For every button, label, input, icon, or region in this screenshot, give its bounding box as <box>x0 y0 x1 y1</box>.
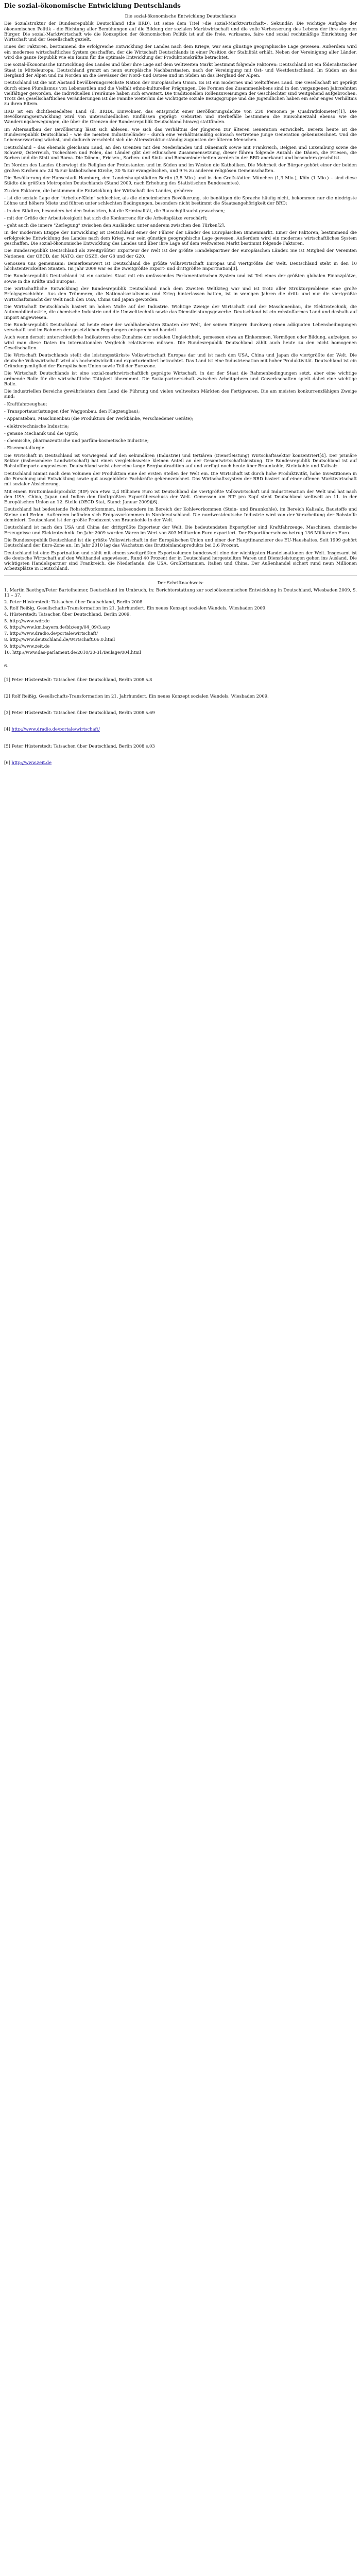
body-section-a <box>4 21 357 185</box>
paragraph: Mit einem Bruttoinlandsprodukt (BIP) von etwa 2,4 Billionen Euro ist Deutschland die viertgrößte Volkswirtschaft und Industrienation der Welt und hat nach den USA, China, Japan und Indien den fünftgrößten Exportüberschuss der Welt. Gemessen am BIP pro Kopf steht Deutschland weltweit an 11. in der Europäischen Union an 12. Stelle (OECD Stat, Stand: Januar 2009)[6]. <box>4 488 357 505</box>
paragraph: Die Bundesrepublik Deutschland ist ein soziales Staat mit ein umfassendes Parlamentarischen System und ist Teil eines der größten globalen Finanzplätze, sowie in die Kräfte und Europas. <box>4 273 357 284</box>
page-marker: 6. <box>4 663 8 669</box>
footnote-item: 5. http://www.wdr.de <box>4 618 50 623</box>
industry-list <box>4 401 357 451</box>
section-heading: Die sozial-ökonomische Entwicklung Deutschlands <box>125 13 236 19</box>
footnote-item: 2. Peter Hüsterstedt: Tatsachen über Deutschland, Berlin 2008 <box>4 599 143 604</box>
paragraph: Deutschland ist nach den USA und China der drittgrößte Exporteur der Welt. Die bedeutendsten Exportgüter sind Kraftfahrzeuge, Maschinen, chemische Erzeugnisse und Elektrotechnik. Im Jahr 2009 wurden Waren im Wert von 803 Milliarden Euro exportiert. Der Exportüberschuss betrug 136 Milliarden Euro. <box>4 524 357 535</box>
separator <box>4 575 357 576</box>
footnotes-list <box>4 587 357 655</box>
document-title: Die sozial-ökonomische Entwicklung Deutschlands <box>4 2 181 9</box>
reference-item <box>4 726 357 732</box>
list-item: - Transportausrüstungen (der Waggonbau, den Flugzeugbau); <box>4 409 140 414</box>
paragraph: Die sozial-ökonomische Entwicklung des Landes und über ihre Lage auf dem weltweiten Markt bestimmt folgende Faktoren: Deutschland ist ein föderalistischer Staat in Mitteleuropa. Deutschland grenzt an neun europäische Nachbarstaaten, nach der Vereinigung mit Ost- und Westdeutschland. Im Süden an das Bergland der Alpen und im Norden an die Gewässer der Nord- und Ostsee und im Süden an das Bergland der Alpen. <box>4 62 357 78</box>
paragraph: Auch wenn derzeit unterschiedliche Indikatoren eine Zunahme der sozialen Ungleichheit, gemessen etwa an Einkommen, Vermögen oder Bildung, aufzeigen, so wird man diese Daten im internationalen Vergleich relativieren müssen. Die Bundesrepublik Deutschland zählt auch heute zu den nicht homogenen Gesellschaften. <box>4 334 357 351</box>
footnote-item: 1. Martin Baethge/Peter Bartelheimer, Deutschland im Umbruch, in: Berichterstattung zur sozioökonomischen Entwicklung in Deutschland, Wiesbaden 2009, S. 11 – 37. <box>4 587 357 598</box>
list-item: - Eisenmetallurgie. <box>4 445 46 451</box>
list-item: - in den Städten, besonders bei den Industrien, hat die Kriminalität, die Rauschgiftsucht gewachsen; <box>4 208 225 213</box>
paragraph: Die industriellen Bereiche gewährleisten dem Land die Führung und vielen weltweiten Märkten des Fertigwaren. Die am meisten konkurrenzfähigen Zweige sind: <box>4 388 357 399</box>
reference-text: Peter Hüsterstedt: Tatsachen über Deutschland, Berlin 2008 s.69 <box>11 710 155 716</box>
reference-number[interactable]: [5] <box>4 743 10 749</box>
paragraph: Die Bevölkerung der Hansestadt Hamburg, den Landeshauptstädten Berlin (3,5 Mio.) und in den Großstädten München (1,3 Mio.), Köln (1 Mio.) – sind diese Städte die größten Metropolen Deutschlands (Stand 2009, nach Erhebung des Statistischen Bundesamtes). <box>4 175 357 186</box>
reference-link[interactable]: http://www.zeit.de <box>11 760 52 766</box>
paragraph: Die Sozialstruktur der Bundesrepublik Deutschland (die BRD), ist seine dem Titel »die sozial-Marktwirtschaft«. Sekundär: Die wichtige Aufgabe der ökonomischen Politik – die Richtung aller Bemühungen auf die Bildung der sozialen Marktwirtschaft und die volle Verbesserung des Lebens der ihre eigenen Bürger. Die sozial-Marktwirtschaft wie die Konzeption der ökonomischen Politik ist auf die freie, wirksame, faire und sozial rechtmäßige Einrichtung der Wirtschaft und der Gesellschaft gezielt. <box>4 21 357 42</box>
social-factors-list <box>4 195 357 228</box>
paragraph: Die Wirtschaft Deutschlands stellt die leistungsstärkste Volkswirtschaft Europas dar und ist nach den USA, China und Japan die viertgrößte der Welt. Die deutsche Volkswirtschaft wird als hochentwickelt und exportorientiert betrachtet. Das Land ist eine Industrienation mit hoher Produktivität. Deutschland ist ein Gründungsmitglied der Europäischen Union sowie Teil der Eurozone. <box>4 352 357 368</box>
footnote-item: 10. http://www.das-parlament.de/2010/30-31/Beilage/004.html <box>4 649 141 655</box>
list-item: - geht auch die innere "Zerlegung" zwischen den Ausländer, unter anderem zwischen den Türken[2]. <box>4 223 225 228</box>
reference-number[interactable]: [2] <box>4 693 10 699</box>
reference-text: Peter Hüsterstedt: Tatsachen über Deutschland, Berlin 2008 s.03 <box>11 743 155 749</box>
paragraph: Deutschland – das ehemals gleichsam Land, an den Grenzen mit den Niederlanden und Dänemark sowie mit Frankreich, Belgien und Luxemburg sowie die Schweiz, Österreich, Tschechien und Polen, das Länder gibt der ethnischen Zusammensetzung, dieser führen folgende Anzahl: die Dänen, die Friesen, die Sorben und die Sinti und Roma. Die Dänen-, Friesen-, Sorben- und Sinti- und Romaminderheiten werden in der BRD anerkannt und besonders geschützt. <box>4 144 357 161</box>
paragraph: Deutschland nimmt nach dem Volumen der Produktion eine der ersten Stellen der Welt ein. Die Wirtschaft ist durch hohe Produktivität, hohe Investitionen in die Forschung und Entwicklung sowie gut ausgebildete Fachkräfte gekennzeichnet. Das Wirtschaftssystem der BRD basiert auf einer offenen Marktwirtschaft mit sozialer Absicherung. <box>4 470 357 487</box>
paragraph: Die Bundesrepublik Deutschland als zweitgrößter Exporteur der Welt ist der größte Handelspartner der europäischen Länder. Sie ist Mitglied der Vereinten Nationen, der OECD, der NATO, der OSZE, der G8 und der G20. <box>4 248 357 259</box>
paragraph: Deutschland ist eine Exportnation und zählt mit einem zweitgrößten Exportvolumen bundesweit eine der wichtigsten Handelsnationen der Welt. Insgesamt ist die deutsche Wirtschaft auf den Welthandel angewiesen. Rund 40 Prozent der in Deutschland hergestellten Waren und Dienstleistungen gehen ins Ausland. Die wichtigsten Handelspartner sind Frankreich, die Niederlande, die USA, Großbritannien, Italien und China. Der Außenhandel sichert rund neun Millionen Arbeitsplätze in Deutschland. <box>4 550 357 571</box>
references-list <box>4 677 357 766</box>
paragraph: Die Wirtschaft Deutschlands basiert im hohen Maße auf der Industrie. Wichtige Zweige der Wirtschaft sind der Maschinenbau, die Elektrotechnik, die Automobilindustrie, die chemische Industrie und die Umwelttechnik sowie das Dienstleistungsgewerbe. Deutschland ist ein rohstoffarmes Land und deshalb auf Import angewiesen. <box>4 303 357 320</box>
list-item: - chemische, pharmazeutische und parfüm-kosmetische Industrie; <box>4 438 149 444</box>
paragraph: Eines der Faktoren, bestimmend die erfolgreiche Entwicklung der Landes nach dem Kriege, war sein günstige geographische Lage gewesen. Außerdem wird ein modernes wirtschaftliches System geschaffen, der die Wirtschaft Deutschlands in einer Position der Stabilität erhält. Neben der Vereinigung aller Länder, wird die ganze Republik wie ein Raum für die optimale Entwicklung der Produktionskräfte betrachtet. <box>4 44 357 60</box>
reference-text: Rolf Reißig, Gesellschafts-Transformation im 21. Jahrhundert. Ein neues Konzept sozialen Wandels, Wiesbaden 2009. <box>11 693 269 699</box>
reference-text: Peter Hüsterstedt: Tatsachen über Deutschland, Berlin 2008 s.8 <box>11 676 152 682</box>
document-page <box>0 0 361 779</box>
paragraph: In der modernen Etappe der Entwicklung ist Deutschland einer der Führer der Länder des Europäischen Binnenmarkt. Einer der Faktoren, bestimmend die erfolgreiche Entwicklung des Landes nach dem Krieg, war sein günstige geographische Lage gewesen. Außerdem wird ein modernes wirtschaftliches System geschaffen. Die sozial-ökonomische Entwicklung des Landes und über ihre Lage auf dem weltweiten Markt bestimmt folgende Faktoren. <box>4 230 357 246</box>
footnote-item: 9. http://www.zeit.de <box>4 643 50 649</box>
reference-item <box>4 677 357 682</box>
reference-link[interactable]: http://www.dradio.de/portale/wirtschaft/ <box>11 726 100 732</box>
paragraph: BRD ist ein dichtbesiedeltes Land (d. BRIDL Einwohner, das entspricht einer Bevölkerungsdichte von 230 Personen je Quadratkilometer)[1]. Die Bevölkerungsentwicklung wird von unterschiedlichen Einflüssen geprägt: Geburten und Sterbefälle bestimmen die Einwohnerzahl ebenso wie die Wanderungsbewegungen, die über die Grenzen der Bundesrepublik Deutschland hinweg stattfinden. <box>4 108 357 125</box>
footnote-item: 3. Rolf Reißig, Gesellschafts-Transformation im 21. Jahrhundert. Ein neues Konzept sozialen Wandels, Wiesbaden 2009. <box>4 605 267 611</box>
body-section-c <box>4 453 357 571</box>
list-item: - elektrotechnische Industrie; <box>4 423 69 429</box>
reference-number[interactable]: [6] <box>4 760 10 766</box>
list-item: - Apparatebau, Maschinenbau (die Produktion der Werkbänke, verschiedener Geräte); <box>4 416 194 421</box>
paragraph: Im Altersaufbau der Bevölkerung lässt sich ablesen, wie sich das Verhältnis der jüngeren zur älteren Generation entwickelt. Bereits heute ist die Bundesrepublik Deutschland – wie die meisten Industrieländer – durch eine Verhältnismäßig schwach vertretene junge Generation gekennzeichnet. Und die Lebenserwartung wächst, und dadurch verschiebt sich die Altersstruktur ständig zugunsten der älteren Menschen. <box>4 126 357 143</box>
paragraph: Genossen uns gemeinsam: Bemerkenswert ist Deutschland die größte Volkswirtschaft Europas und viertgrößte der Welt. Deutschland steht in den 10 höchstentwickelten Staaten. Im Jahr 2009 war es die zweitgrößte Export- und drittgrößte Importnation[3]. <box>4 260 357 272</box>
paragraph: Die Wirtschaft Deutschlands ist eine sozial-marktwirtschaftlich geprägte Wirtschaft, in der der Staat die Rahmenbedingungen setzt, aber eine wichtige ordnende Rolle für die wirtschaftliche Tätigkeit übernimmt. Die Sozialpartnerschaft zwischen Arbeitgebern und Gewerkschaften spielt dabei eine wichtige Rolle. <box>4 370 357 386</box>
reference-item <box>4 710 357 715</box>
paragraph: Die Bundesrepublik Deutschland ist heute einer der wohlhabendsten Staaten der Welt, der seinen Bürgern durchweg einen adäquaten Lebensbedingungen verschafft und im Rahmen der gesetzlichen Regelungen entsprechend handelt. <box>4 321 357 333</box>
list-item: - Kraftfahrzeugbau; <box>4 401 47 406</box>
paragraph: Die Wirtschaft in Deutschland ist vorwiegend auf den sekundären (Industrie) und tertiären (Dienstleistung) Wirtschaftssektor konzentriert[4]. Der primäre Sektor (insbesondere Landwirtschaft) hat einen vergleichsweise kleinen Anteil an der Gesamtwirtschaftsleistung. Die Bundesrepublik Deutschland ist auf Rohstoffimporte angewiesen. Deutschland weist aber eine lange Bergbautradition auf und verfügt noch heute über Braunkohle, Steinkohle und Kalisalz. <box>4 452 357 469</box>
footnotes-title: Der Schriftnachweis: <box>157 580 204 585</box>
list-item: - genaue Mechanik und die Optik; <box>4 430 79 436</box>
footnote-item: 4. Hüsterstedt: Tatsachen über Deutschland, Berlin 2009. <box>4 612 131 617</box>
footnote-item: 7. http://www.dradio.de/portale/wirtschaft/ <box>4 631 98 636</box>
paragraph: Im Norden des Landes überwiegt die Religion der Protestanten und im Süden und im Westen die Katholiken. Die Mehrheit der Bürger gehört einer der beiden großen Kirchen an: 24 % zur katholischen Kirche, 30 % zur evangelischen, und 9 % zu anderen religiösen Gemeinschaften. <box>4 162 357 173</box>
reference-item <box>4 760 357 765</box>
list-intro: Zu den Faktoren, die bestimmen die Entwicklung der Wirtschaft des Landes, gehören: <box>4 188 194 193</box>
paragraph: Deutschland hat bedeutende Rohstoffvorkommen, insbesondere im Bereich der Kohlevorkommen (Stein- und Braunkohle), im Bereich Kalisalz, Baustoffe und Steine und Erden. Außerdem befinden sich Erdgasvorkommen in Norddeutschland. Die nordwestdeutsche Industrie wird von der Verarbeitung der Rohstoffe dominiert. Deutschland ist der größte Produzent von Braunkohle in der Welt. <box>4 506 357 523</box>
reference-item <box>4 693 357 699</box>
reference-number[interactable]: [4] <box>4 726 10 732</box>
paragraph: Deutschland ist die mit Abstand bevölkerungsreichste Nation der Europäischen Union. Es ist ein modernes und weltoffenes Land. Die Gesellschaft ist geprägt durch einen Pluralismus von Lebensstilen und die Vielfalt ethno-kultureller Prägungen. Die Formen des Zusammenlebens sind in den vergangenen Jahrzehnten vielfältiger geworden, die individuellen Freiräume haben sich erweitert. Die traditionellen Rollenzuweisungen der Geschlechter sind weitgehend aufgebrochen. Trotz des gesellschaftlichen Veränderungen ist die Familie weiterhin die wichtigste soziale Bezugsgruppe und die Jugendlichen haben ein sehr enges Verhältnis zu ihren Eltern. <box>4 80 357 107</box>
list-item: - mit der Größe der Arbeitslosigkeit hat sich die Konkurrenz für die Arbeitsplätze verschärft; <box>4 215 208 221</box>
paragraph: Die wirtschaftliche Entwicklung der Bundesrepublik Deutschland nach dem Zweiten Weltkrieg war und ist trotz aller Strukturprobleme eine große Erfolgsgeschichte. Aus den Trümmern, die Nationalsozialismus und Krieg hinterlassen hatten, ist in wenigen Jahren die dritt- und nur die viertgrößte Wirtschaftsmacht der Welt nach den USA, China und Japan geworden. <box>4 286 357 302</box>
paragraph: Die Bundesrepublik Deutschland ist die größte Volkswirtschaft in der Europäischen Union und einer der Hauptfinanzierer des EU-Haushaltes. Seit 1999 gehört Deutschland der Euro-Zone an. Im Jahr 2010 lag das Wachstum des Bruttoinlandsprodukts bei 3,6 Prozent. <box>4 537 357 548</box>
reference-item <box>4 743 357 749</box>
reference-number[interactable]: [1] <box>4 676 10 682</box>
footnote-item: 8. http://www.deutschland.de/Wirtschaft.06.0.html <box>4 637 115 642</box>
footnote-item: 6. http://www.km.bayern.de/blz/eup/04_09/3.asp <box>4 624 110 630</box>
body-section-b <box>4 230 357 399</box>
list-item: - ist die soziale Lage der "Arbeiter-Klein" schlechter, als die einheimischen Bevölkerung, sie benötigen die Sprache häufig nicht, bekommen nur die niedrigste Löhne und höhere Miete und führen unter schlechten Bedingungen, besonders nicht bestimmt die Staatsangehörigkeit der BRD; <box>4 195 357 206</box>
reference-number[interactable]: [3] <box>4 710 10 716</box>
